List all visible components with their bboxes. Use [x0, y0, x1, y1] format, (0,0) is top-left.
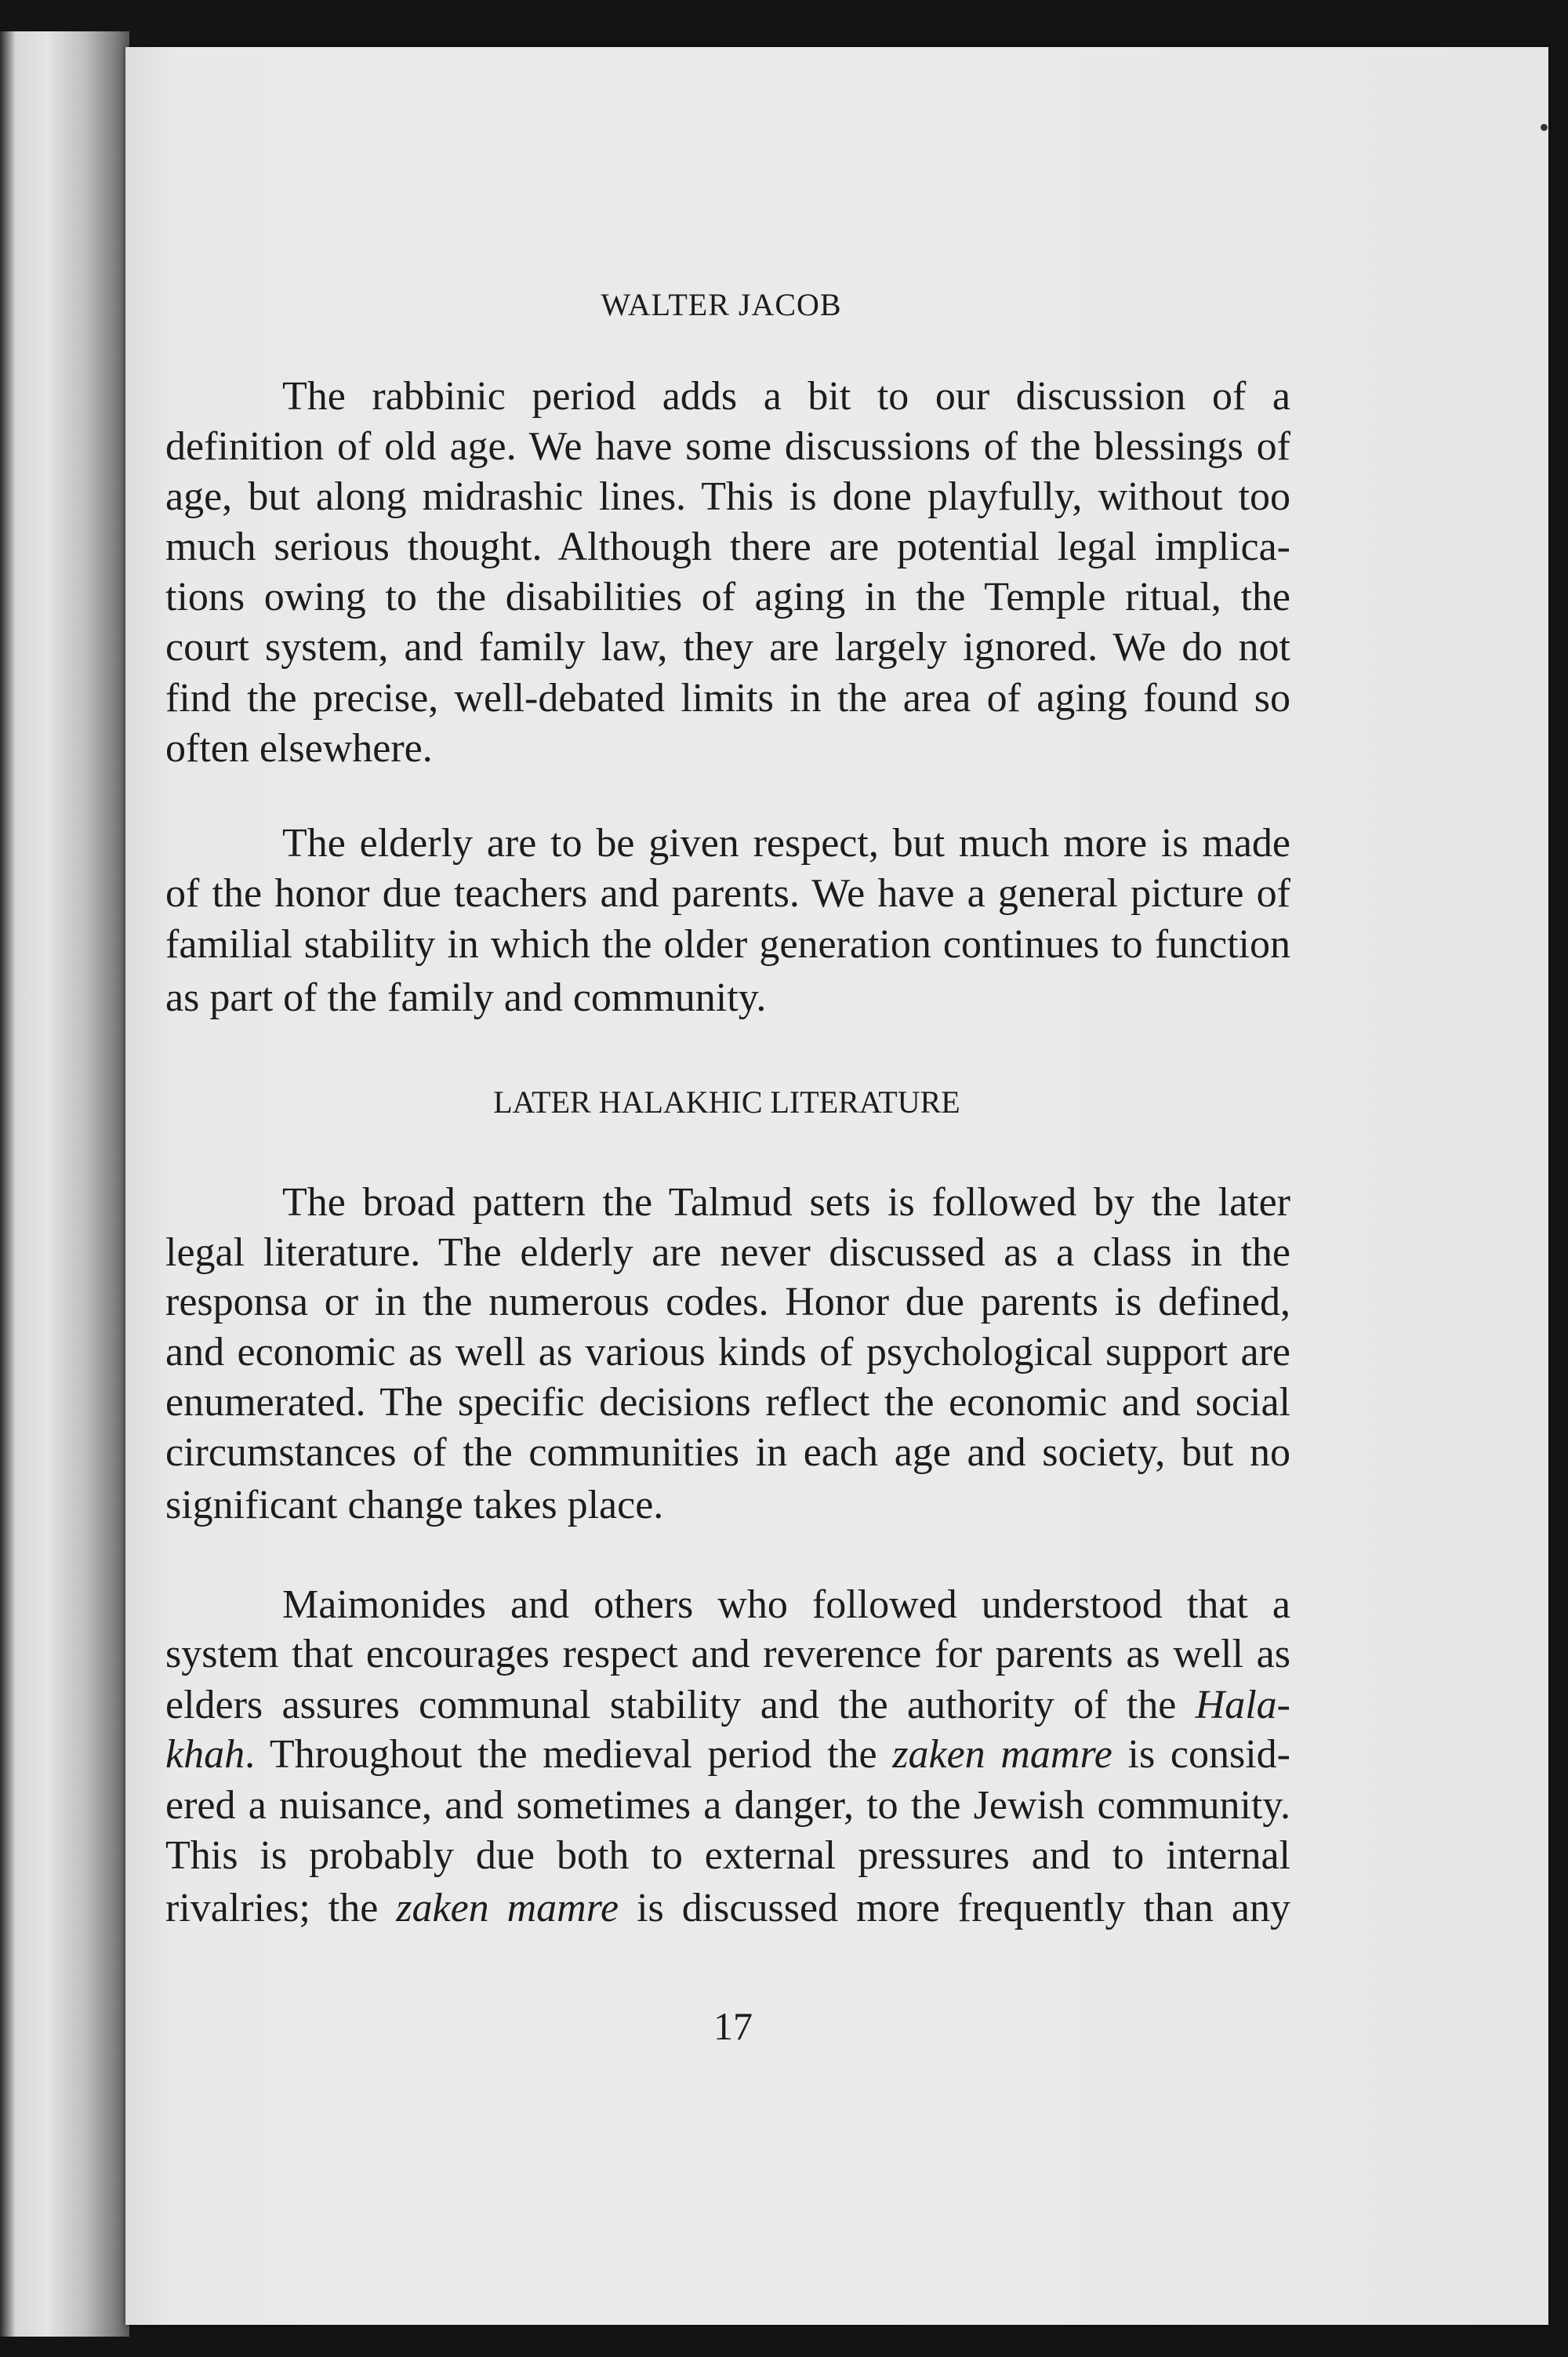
text-segment: definition of old age. We have some discussions of the blessings of: [165, 424, 1290, 469]
text-line: [165, 920, 1290, 970]
text-segment: The broad pattern the Talmud sets is followed by the later: [282, 1180, 1290, 1225]
text-segment: court system, and family law, they are largely ignored. We do not: [165, 625, 1290, 670]
text-line: [165, 623, 1290, 673]
italic-term: zaken mamre: [396, 1886, 619, 1930]
text-line: [165, 1781, 1290, 1831]
text-line: [282, 372, 1290, 422]
text-segment: legal literature. The elderly are never discussed as a class in the: [165, 1230, 1290, 1275]
text-segment: ered a nuisance, and sometimes a danger, to the Jewish community.: [165, 1783, 1290, 1828]
text-line: [165, 1883, 1290, 1934]
running-head: WALTER JACOB: [601, 287, 842, 322]
text-segment: The rabbinic period adds a bit to our discussion of a: [282, 374, 1290, 419]
text-segment: is discussed more frequently than any: [619, 1886, 1291, 1930]
text-line: [165, 1428, 1290, 1478]
text-line: [165, 869, 1290, 919]
text-line: [165, 1277, 1290, 1327]
text-line: [165, 522, 1290, 572]
text-segment: and economic as well as various kinds of psychological support are: [165, 1330, 1290, 1375]
text-segment: responsa or in the numerous codes. Honor due parents is defined,: [165, 1280, 1290, 1324]
text-line: [165, 1378, 1290, 1428]
text-line: [165, 1730, 1290, 1780]
text-line: [165, 1480, 1290, 1531]
text-line: [282, 1580, 1290, 1630]
text-segment: tions owing to the disabilities of aging in the Temple ritual, the: [165, 575, 1290, 619]
text-line: [165, 1831, 1290, 1881]
text-line: [165, 973, 1290, 1023]
text-line: [165, 572, 1290, 623]
text-segment: familial stability in which the older generation continues to function: [165, 922, 1290, 967]
text-segment: . Throughout the medieval period the: [245, 1732, 893, 1777]
text-line: [165, 1629, 1290, 1680]
text-segment: rivalries; the: [165, 1886, 397, 1930]
text-line: [165, 422, 1290, 472]
text-segment: of the honor due teachers and parents. We have a general picture of: [165, 871, 1290, 916]
text-line: [165, 1327, 1290, 1378]
text-segment: as part of the family and community.: [165, 975, 767, 1020]
text-line: [165, 674, 1290, 724]
text-segment: system that encourages respect and reverence for parents as well as: [165, 1632, 1290, 1676]
text-segment: circumstances of the communities in each age and society, but no: [165, 1430, 1290, 1475]
italic-term: khah: [165, 1732, 245, 1777]
text-line: [282, 1178, 1290, 1228]
text-line: [282, 819, 1290, 869]
text-segment: much serious thought. Although there are potential legal implica-: [165, 525, 1290, 569]
text-segment: significant change takes place.: [165, 1483, 664, 1527]
italic-term: Hala-: [1195, 1683, 1290, 1727]
text-segment: This is probably due both to external pressures and to internal: [165, 1833, 1290, 1878]
text-segment: often elsewhere.: [165, 726, 433, 771]
text-segment: is consid-: [1112, 1732, 1290, 1777]
text-segment: age, but along midrashic lines. This is done playfully, without too: [165, 474, 1290, 519]
page-number: 17: [713, 2004, 753, 2048]
text-segment: enumerated. The specific decisions reflect the economic and social: [165, 1380, 1290, 1425]
speck-mark: [1541, 124, 1548, 131]
text-segment: find the precise, well-debated limits in the area of aging found so: [165, 676, 1290, 721]
text-line: [165, 472, 1290, 522]
text-segment: The elderly are to be given respect, but much more is made: [282, 821, 1290, 866]
italic-term: zaken mamre: [892, 1732, 1112, 1777]
text-line: [165, 1680, 1290, 1731]
text-segment: elders assures communal stability and the authority of the: [165, 1683, 1196, 1727]
text-segment: Maimonides and others who followed understood that a: [282, 1582, 1290, 1627]
section-heading: LATER HALAKHIC LITERATURE: [493, 1084, 960, 1120]
text-line: [165, 1228, 1290, 1278]
previous-pages-edge: [0, 31, 129, 2337]
text-line: [165, 724, 1290, 774]
